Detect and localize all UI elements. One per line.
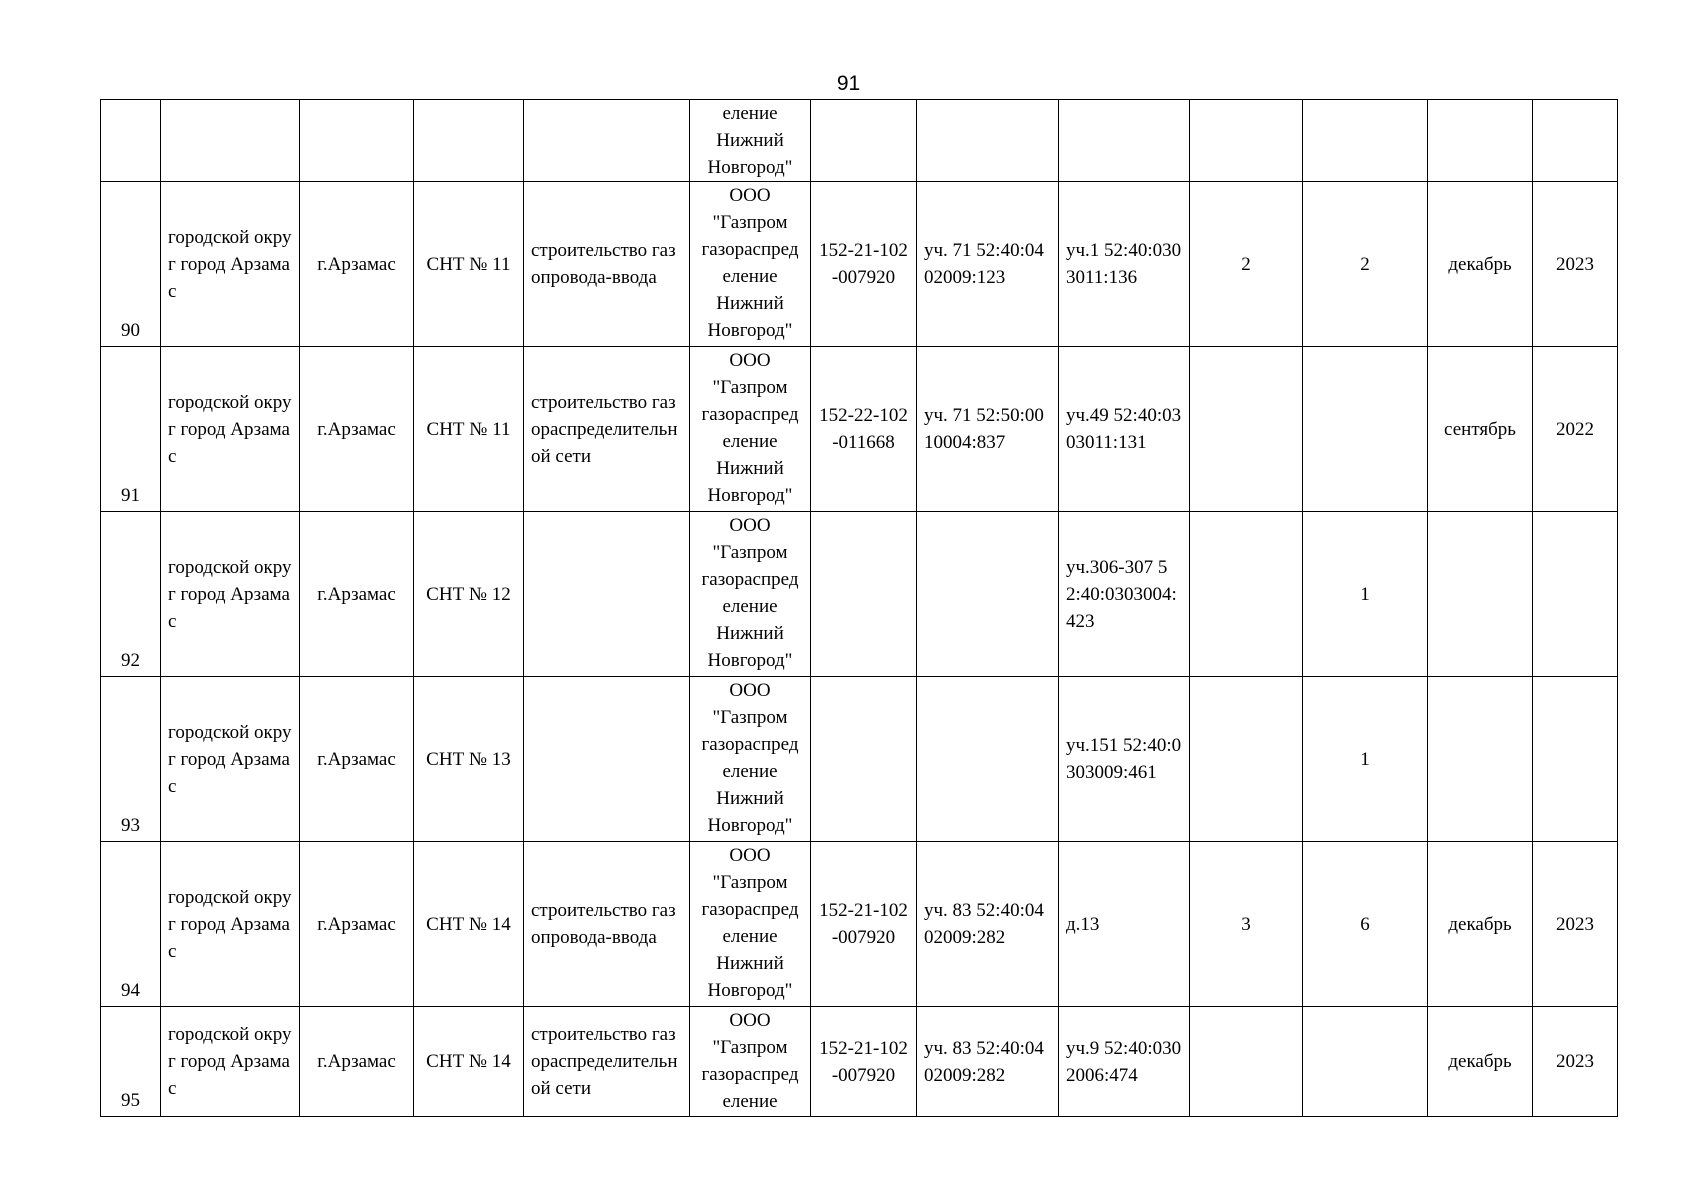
table-row [101, 347, 1618, 512]
org-line: "Газпром [712, 1037, 788, 1058]
org-line: "Газпром [712, 212, 788, 233]
cell-district: городской округ город Арзамас [161, 677, 300, 842]
cell-count-b: 1 [1303, 512, 1428, 677]
org-line: еление [722, 266, 778, 287]
cell-cadastre: д.13 [1059, 842, 1190, 1007]
cell-year: 2022 [1533, 347, 1618, 512]
org-line: "Газпром [712, 542, 788, 563]
org-line: "Газпром [712, 377, 788, 398]
org-line: газораспред [701, 239, 799, 260]
cell-city: г.Арзамас [300, 842, 414, 1007]
cell-snt: СНТ № 12 [414, 512, 524, 677]
cell-year [1533, 100, 1618, 182]
org-line: Нижний [716, 130, 784, 151]
cell-permit: 152-21-102-007920 [811, 1007, 917, 1117]
cell-num: 90 [101, 182, 161, 347]
org-line: газораспред [701, 404, 799, 425]
cell-work [524, 512, 690, 677]
org-line: Новгород" [707, 815, 793, 836]
table-row [101, 842, 1618, 1007]
org-line: ООО [729, 1010, 771, 1031]
cell-month: декабрь [1428, 842, 1533, 1007]
cell-plot [917, 677, 1059, 842]
cell-permit: 152-21-102-007920 [811, 842, 917, 1007]
table-row [101, 182, 1618, 347]
cell-city: г.Арзамас [300, 182, 414, 347]
table-row [101, 677, 1618, 842]
org-line: ООО [729, 680, 771, 701]
cell-district: городской округ город Арзамас [161, 347, 300, 512]
cell-permit [811, 677, 917, 842]
cell-snt: СНТ № 13 [414, 677, 524, 842]
cell-district: городской округ город Арзамас [161, 512, 300, 677]
cell-count-a [1190, 677, 1303, 842]
cell-num: 93 [101, 677, 161, 842]
cell-count-a [1190, 512, 1303, 677]
cell-organization [690, 512, 811, 677]
cell-organization [690, 677, 811, 842]
org-line: газораспред [701, 899, 799, 920]
org-line: ООО [729, 350, 771, 371]
cell-month [1428, 512, 1533, 677]
cell-snt [414, 100, 524, 182]
cell-city: г.Арзамас [300, 1007, 414, 1117]
org-line: "Газпром [712, 707, 788, 728]
cell-cadastre [1059, 100, 1190, 182]
org-line: Новгород" [707, 485, 793, 506]
org-line: Новгород" [707, 980, 793, 1001]
cell-num: 94 [101, 842, 161, 1007]
cell-organization [690, 842, 811, 1007]
cell-work [524, 100, 690, 182]
cell-permit: 152-22-102-011668 [811, 347, 917, 512]
cell-cadastre: уч.151 52:40:0303009:461 [1059, 677, 1190, 842]
cell-month: декабрь [1428, 1007, 1533, 1117]
cell-count-b: 1 [1303, 677, 1428, 842]
cell-work: строительство газопровода-ввода [524, 182, 690, 347]
cell-num: 92 [101, 512, 161, 677]
org-line: "Газпром [712, 872, 788, 893]
cell-month [1428, 100, 1533, 182]
cell-count-b: 2 [1303, 182, 1428, 347]
cell-month: сентябрь [1428, 347, 1533, 512]
cell-snt: СНТ № 14 [414, 1007, 524, 1117]
cell-count-a [1190, 1007, 1303, 1117]
org-line: ООО [729, 185, 771, 206]
cell-num [101, 100, 161, 182]
table-row [101, 1007, 1618, 1117]
cell-year [1533, 512, 1618, 677]
cell-work: строительство газораспределительной сети [524, 1007, 690, 1117]
org-line: еление [722, 431, 778, 452]
org-line: Новгород" [707, 320, 793, 341]
cell-count-b [1303, 100, 1428, 182]
org-line: Нижний [716, 623, 784, 644]
cell-count-a: 2 [1190, 182, 1303, 347]
cell-num: 95 [101, 1007, 161, 1117]
cell-organization [690, 1007, 811, 1117]
cell-year [1533, 677, 1618, 842]
cell-count-b [1303, 1007, 1428, 1117]
cell-cadastre: уч.9 52:40:0302006:474 [1059, 1007, 1190, 1117]
org-line: еление [722, 1091, 778, 1112]
gas-connection-table [100, 99, 1618, 1117]
cell-permit: 152-21-102-007920 [811, 182, 917, 347]
org-line: Нижний [716, 293, 784, 314]
cell-count-a: 3 [1190, 842, 1303, 1007]
cell-count-a [1190, 100, 1303, 182]
org-line: Нижний [716, 458, 784, 479]
cell-count-a [1190, 347, 1303, 512]
cell-district: городской округ город Арзамас [161, 182, 300, 347]
cell-plot: уч. 83 52:40:0402009:282 [917, 842, 1059, 1007]
cell-month: декабрь [1428, 182, 1533, 347]
cell-cadastre: уч.1 52:40:0303011:136 [1059, 182, 1190, 347]
cell-year: 2023 [1533, 842, 1618, 1007]
cell-permit [811, 512, 917, 677]
cell-city: г.Арзамас [300, 512, 414, 677]
cell-plot: уч. 83 52:40:0402009:282 [917, 1007, 1059, 1117]
cell-organization [690, 347, 811, 512]
org-line: еление [722, 761, 778, 782]
org-line: газораспред [701, 569, 799, 590]
cell-num: 91 [101, 347, 161, 512]
cell-count-b: 6 [1303, 842, 1428, 1007]
org-line: Нижний [716, 788, 784, 809]
cell-cadastre: уч.306-307 52:40:0303004:423 [1059, 512, 1190, 677]
table-row-continuation [101, 100, 1618, 182]
cell-district [161, 100, 300, 182]
cell-snt: СНТ № 11 [414, 182, 524, 347]
cell-year: 2023 [1533, 182, 1618, 347]
cell-plot: уч. 71 52:40:0402009:123 [917, 182, 1059, 347]
org-line: еление [722, 926, 778, 947]
table-row [101, 512, 1618, 677]
page-number: 91 [836, 72, 861, 95]
org-line: ООО [729, 515, 771, 536]
org-line: газораспред [701, 734, 799, 755]
cell-year: 2023 [1533, 1007, 1618, 1117]
cell-snt: СНТ № 11 [414, 347, 524, 512]
cell-district: городской округ город Арзамас [161, 842, 300, 1007]
cell-city: г.Арзамас [300, 347, 414, 512]
cell-count-b [1303, 347, 1428, 512]
org-line: ООО [729, 845, 771, 866]
cell-cadastre: уч.49 52:40:0303011:131 [1059, 347, 1190, 512]
org-line: Нижний [716, 953, 784, 974]
cell-organization [690, 182, 811, 347]
cell-city [300, 100, 414, 182]
cell-permit [811, 100, 917, 182]
cell-snt: СНТ № 14 [414, 842, 524, 1007]
cell-work [524, 677, 690, 842]
cell-organization [690, 100, 811, 182]
cell-plot: уч. 71 52:50:0010004:837 [917, 347, 1059, 512]
org-line: еление [722, 103, 778, 124]
cell-work: строительство газораспределительной сети [524, 347, 690, 512]
cell-plot [917, 512, 1059, 677]
org-line: газораспред [701, 1064, 799, 1085]
table-body [101, 100, 1618, 1117]
org-line: Новгород" [707, 157, 793, 178]
cell-plot [917, 100, 1059, 182]
cell-city: г.Арзамас [300, 677, 414, 842]
org-line: Новгород" [707, 650, 793, 671]
cell-month [1428, 677, 1533, 842]
cell-district: городской округ город Арзамас [161, 1007, 300, 1117]
org-line: еление [722, 596, 778, 617]
cell-work: строительство газопровода-ввода [524, 842, 690, 1007]
